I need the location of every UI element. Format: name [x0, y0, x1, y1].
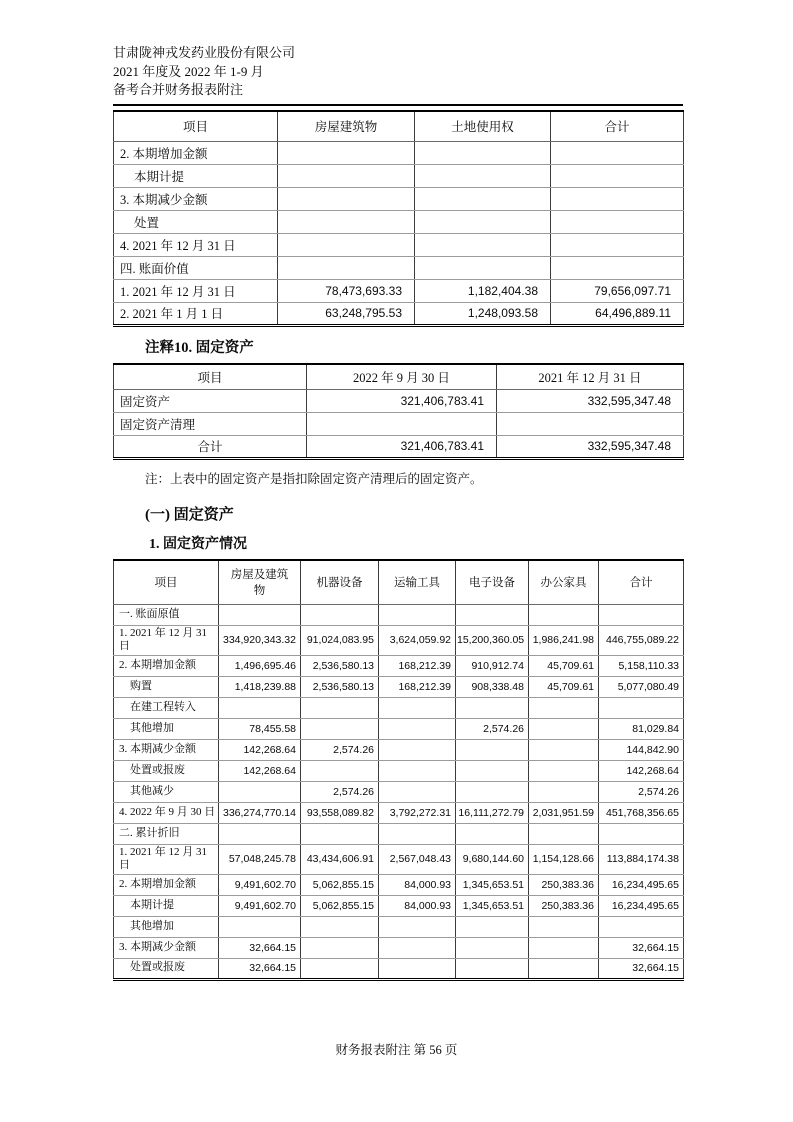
row-label: 处置	[114, 210, 278, 233]
company-name: 甘肃陇神戎发药业股份有限公司	[113, 45, 296, 60]
cell-value: 451,768,356.65	[599, 802, 684, 823]
cell-value: 32,664.15	[219, 958, 301, 979]
table-row	[114, 164, 684, 187]
cell-value	[219, 781, 301, 802]
cell-value	[456, 604, 529, 625]
intangible-assets-continuation-table	[113, 110, 684, 327]
cell-value: 142,268.64	[599, 760, 684, 781]
cell-value: 1,345,653.51	[456, 895, 529, 916]
cell-value	[456, 823, 529, 844]
column-header: 项目	[114, 111, 278, 141]
table-row	[114, 739, 684, 760]
table-row	[114, 760, 684, 781]
cell-value: 5,062,855.15	[301, 874, 379, 895]
cell-value	[529, 781, 599, 802]
table-row	[114, 233, 684, 256]
cell-value: 32,664.15	[599, 958, 684, 979]
cell-value	[219, 916, 301, 937]
row-label: 2. 2021 年 1 月 1 日	[114, 302, 278, 325]
cell-value	[278, 187, 415, 210]
table-row	[114, 625, 684, 655]
cell-value	[219, 604, 301, 625]
row-label: 其他增加	[114, 718, 219, 739]
cell-value: 79,656,097.71	[551, 279, 684, 302]
cell-value	[415, 233, 551, 256]
cell-value: 336,274,770.14	[219, 802, 301, 823]
cell-value: 113,884,174.38	[599, 844, 684, 874]
cell-value: 1,986,241.98	[529, 625, 599, 655]
cell-value	[456, 739, 529, 760]
row-label: 处置或报废	[114, 760, 219, 781]
report-title: 备考合并财务报表附注	[113, 82, 244, 97]
cell-value	[529, 958, 599, 979]
cell-value: 3,792,272.31	[379, 802, 456, 823]
column-header: 办公家具	[529, 560, 599, 604]
cell-value: 142,268.64	[219, 760, 301, 781]
table-row	[114, 279, 684, 302]
cell-value	[529, 739, 599, 760]
cell-value	[278, 210, 415, 233]
cell-value	[301, 604, 379, 625]
cell-value: 321,406,783.41	[307, 435, 497, 458]
cell-value: 9,491,602.70	[219, 874, 301, 895]
cell-value	[278, 141, 415, 164]
cell-value	[599, 823, 684, 844]
cell-value	[301, 916, 379, 937]
cell-value	[301, 760, 379, 781]
cell-value: 81,029.84	[599, 718, 684, 739]
row-label: 处置或报废	[114, 958, 219, 979]
cell-value	[379, 916, 456, 937]
cell-value	[456, 937, 529, 958]
cell-value	[415, 187, 551, 210]
cell-value	[599, 697, 684, 718]
table-row	[114, 256, 684, 279]
cell-value	[497, 412, 684, 435]
cell-value	[379, 718, 456, 739]
cell-value: 2,574.26	[301, 781, 379, 802]
cell-value	[415, 164, 551, 187]
table-row	[114, 937, 684, 958]
cell-value: 250,383.36	[529, 895, 599, 916]
cell-value: 144,842.90	[599, 739, 684, 760]
cell-value: 45,709.61	[529, 676, 599, 697]
cell-value: 168,212.39	[379, 655, 456, 676]
document-header	[113, 44, 683, 106]
cell-value	[456, 781, 529, 802]
cell-value	[599, 604, 684, 625]
row-label: 4. 2021 年 12 月 31 日	[114, 233, 278, 256]
cell-value	[529, 760, 599, 781]
table-row	[114, 412, 684, 435]
cell-value: 446,755,089.22	[599, 625, 684, 655]
table-row	[114, 187, 684, 210]
cell-value: 43,434,606.91	[301, 844, 379, 874]
row-label: 2. 本期增加金额	[114, 141, 278, 164]
row-label: 1. 2021 年 12 月 31 日	[114, 844, 219, 874]
row-label: 本期计提	[114, 164, 278, 187]
table-row	[114, 697, 684, 718]
cell-value	[301, 718, 379, 739]
column-header: 合计	[551, 111, 684, 141]
table-row	[114, 604, 684, 625]
cell-value: 908,338.48	[456, 676, 529, 697]
cell-value: 1,154,128.66	[529, 844, 599, 874]
cell-value: 93,558,089.82	[301, 802, 379, 823]
cell-value	[379, 697, 456, 718]
cell-value: 32,664.15	[219, 937, 301, 958]
cell-value	[551, 233, 684, 256]
column-header: 2022 年 9 月 30 日	[307, 364, 497, 389]
cell-value: 2,574.26	[599, 781, 684, 802]
cell-value	[551, 256, 684, 279]
cell-value: 2,574.26	[456, 718, 529, 739]
cell-value	[456, 760, 529, 781]
cell-value: 2,536,580.13	[301, 676, 379, 697]
cell-value	[379, 760, 456, 781]
cell-value	[529, 718, 599, 739]
row-label: 4. 2022 年 9 月 30 日	[114, 802, 219, 823]
cell-value: 3,624,059.92	[379, 625, 456, 655]
cell-value	[379, 781, 456, 802]
row-label: 本期计提	[114, 895, 219, 916]
cell-value	[529, 823, 599, 844]
cell-value: 142,268.64	[219, 739, 301, 760]
row-label: 合计	[114, 435, 307, 458]
table-row	[114, 802, 684, 823]
cell-value: 45,709.61	[529, 655, 599, 676]
fixed-assets-summary-table	[113, 363, 684, 460]
cell-value	[278, 256, 415, 279]
cell-value: 321,406,783.41	[307, 389, 497, 412]
table-row	[114, 781, 684, 802]
cell-value	[551, 141, 684, 164]
table-row	[114, 958, 684, 979]
row-label: 其他减少	[114, 781, 219, 802]
cell-value: 5,158,110.33	[599, 655, 684, 676]
cell-value	[278, 233, 415, 256]
table-row	[114, 718, 684, 739]
cell-value	[529, 697, 599, 718]
cell-value: 334,920,343.32	[219, 625, 301, 655]
cell-value: 1,248,093.58	[415, 302, 551, 325]
row-label: 3. 本期减少金额	[114, 739, 219, 760]
cell-value: 250,383.36	[529, 874, 599, 895]
row-label: 2. 本期增加金额	[114, 874, 219, 895]
header-row	[114, 560, 684, 604]
cell-value: 1,345,653.51	[456, 874, 529, 895]
row-label: 一. 账面原值	[114, 604, 219, 625]
subsection-title-fixed-assets: (一) 固定资产	[145, 507, 234, 523]
cell-value: 5,062,855.15	[301, 895, 379, 916]
row-label: 四. 账面价值	[114, 256, 278, 279]
page-footer: 财务报表附注 第 56 页	[335, 1043, 458, 1057]
cell-value	[415, 256, 551, 279]
table-row	[114, 916, 684, 937]
table-row	[114, 676, 684, 697]
cell-value	[379, 937, 456, 958]
cell-value: 15,200,360.05	[456, 625, 529, 655]
column-header: 土地使用权	[415, 111, 551, 141]
column-header: 项目	[114, 364, 307, 389]
row-label: 购置	[114, 676, 219, 697]
table-row	[114, 874, 684, 895]
cell-value: 1,418,239.88	[219, 676, 301, 697]
cell-value: 5,077,080.49	[599, 676, 684, 697]
cell-value	[456, 916, 529, 937]
cell-value	[529, 604, 599, 625]
table-row	[114, 435, 684, 458]
cell-value	[379, 604, 456, 625]
cell-value	[529, 937, 599, 958]
cell-value	[551, 164, 684, 187]
cell-value	[551, 210, 684, 233]
column-header: 电子设备	[456, 560, 529, 604]
cell-value: 91,024,083.95	[301, 625, 379, 655]
column-header: 项目	[114, 560, 219, 604]
report-period: 2021 年度及 2022 年 1-9 月	[113, 63, 264, 79]
cell-value: 16,234,495.65	[599, 874, 684, 895]
cell-value	[278, 164, 415, 187]
cell-value	[379, 823, 456, 844]
cell-value: 2,567,048.43	[379, 844, 456, 874]
cell-value: 1,496,695.46	[219, 655, 301, 676]
cell-value	[219, 823, 301, 844]
row-label: 1. 2021 年 12 月 31 日	[114, 625, 219, 655]
cell-value	[456, 958, 529, 979]
cell-value: 2,574.26	[301, 739, 379, 760]
column-header: 房屋建筑物	[278, 111, 415, 141]
cell-value: 332,595,347.48	[497, 435, 684, 458]
row-label: 2. 本期增加金额	[114, 655, 219, 676]
column-header: 2021 年 12 月 31 日	[497, 364, 684, 389]
cell-value: 9,491,602.70	[219, 895, 301, 916]
table-row	[114, 302, 684, 325]
cell-value	[379, 958, 456, 979]
cell-value	[301, 937, 379, 958]
table-row	[114, 141, 684, 164]
header-row	[114, 364, 684, 389]
cell-value	[456, 697, 529, 718]
row-label: 3. 本期减少金额	[114, 937, 219, 958]
row-label: 在建工程转入	[114, 697, 219, 718]
table-row	[114, 823, 684, 844]
table-footnote: 注：上表中的固定资产是指扣除固定资产清理后的固定资产。	[145, 472, 483, 486]
cell-value: 2,536,580.13	[301, 655, 379, 676]
cell-value: 63,248,795.53	[278, 302, 415, 325]
cell-value: 84,000.93	[379, 874, 456, 895]
cell-value	[415, 210, 551, 233]
cell-value: 84,000.93	[379, 895, 456, 916]
cell-value: 32,664.15	[599, 937, 684, 958]
column-header: 机器设备	[301, 560, 379, 604]
cell-value	[219, 697, 301, 718]
cell-value: 16,234,495.65	[599, 895, 684, 916]
table-row	[114, 655, 684, 676]
cell-value: 9,680,144.60	[456, 844, 529, 874]
cell-value: 1,182,404.38	[415, 279, 551, 302]
column-header: 合计	[599, 560, 684, 604]
cell-value	[599, 916, 684, 937]
cell-value	[301, 697, 379, 718]
table-row	[114, 844, 684, 874]
cell-value: 2,031,951.59	[529, 802, 599, 823]
row-label: 3. 本期减少金额	[114, 187, 278, 210]
cell-value: 64,496,889.11	[551, 302, 684, 325]
row-label: 固定资产	[114, 389, 307, 412]
cell-value	[307, 412, 497, 435]
section-title-note10: 注释10. 固定资产	[145, 340, 254, 356]
row-label: 二. 累计折旧	[114, 823, 219, 844]
row-label: 固定资产清理	[114, 412, 307, 435]
cell-value: 16,111,272.79	[456, 802, 529, 823]
column-header: 房屋及建筑物	[219, 560, 301, 604]
cell-value: 910,912.74	[456, 655, 529, 676]
cell-value: 168,212.39	[379, 676, 456, 697]
fixed-assets-detail-table	[113, 559, 684, 981]
subsection-title-fixed-assets-detail: 1. 固定资产情况	[149, 537, 247, 552]
table-row	[114, 389, 684, 412]
cell-value: 57,048,245.78	[219, 844, 301, 874]
cell-value: 332,595,347.48	[497, 389, 684, 412]
cell-value: 78,473,693.33	[278, 279, 415, 302]
row-label: 其他增加	[114, 916, 219, 937]
table-row	[114, 210, 684, 233]
header-row	[114, 111, 684, 141]
column-header: 运输工具	[379, 560, 456, 604]
table-row	[114, 895, 684, 916]
cell-value	[415, 141, 551, 164]
cell-value	[301, 823, 379, 844]
cell-value: 78,455.58	[219, 718, 301, 739]
cell-value	[529, 916, 599, 937]
cell-value	[379, 739, 456, 760]
cell-value	[551, 187, 684, 210]
row-label: 1. 2021 年 12 月 31 日	[114, 279, 278, 302]
cell-value	[301, 958, 379, 979]
